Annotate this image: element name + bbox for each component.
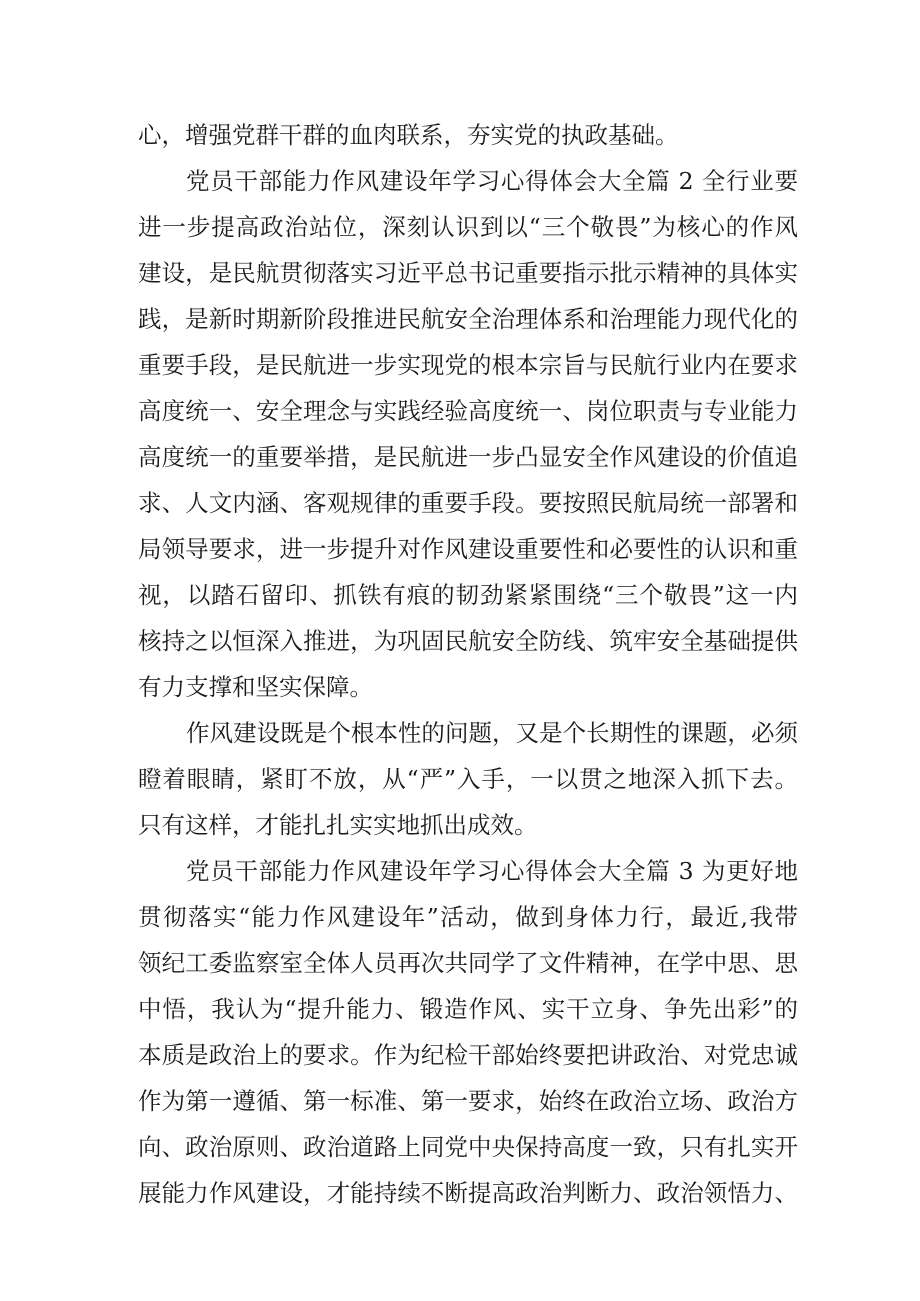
text-line: 中悟，我认为“提升能力、锻造作风、实干立身、争先出彩”的	[138, 995, 798, 1023]
text-line: 重要手段，是民航进一步实现党的根本宗旨与民航行业内在要求	[138, 351, 798, 379]
text-line: 只有这样，才能扎扎实实地抓出成效。	[138, 811, 538, 839]
text-line: 展能力作风建设，才能持续不断提高政治判断力、政治领悟力、	[138, 1179, 798, 1207]
text-line: 瞪着眼睛，紧盯不放，从“严”入手，一以贯之地深入抓下去。	[138, 765, 798, 793]
text-line: 局领导要求，进一步提升对作风建设重要性和必要性的认识和重	[138, 535, 798, 563]
text-line: 高度统一、安全理念与实践经验高度统一、岗位职责与专业能力	[138, 397, 798, 425]
text-line: 心，增强党群干群的血肉联系，夯实党的执政基础。	[138, 121, 679, 149]
text-line: 作为第一遵循、第一标准、第一要求，始终在政治立场、政治方	[138, 1087, 798, 1115]
text-line: 求、人文内涵、客观规律的重要手段。要按照民航局统一部署和	[138, 489, 798, 517]
text-line: 核持之以恒深入推进，为巩固民航安全防线、筑牢安全基础提供	[138, 627, 798, 655]
text-line: 践，是新时期新阶段推进民航安全治理体系和治理能力现代化的	[138, 305, 798, 333]
text-line: 贯彻落实“能力作风建设年”活动，做到身体力行，最近,我带	[138, 903, 798, 931]
body-text	[138, 112, 798, 1216]
text-line: 领纪工委监察室全体人员再次共同学了文件精神，在学中思、思	[138, 949, 798, 977]
text-line: 作风建设既是个根本性的问题，又是个长期性的课题，必须	[186, 719, 798, 747]
text-line: 高度统一的重要举措，是民航进一步凸显安全作风建设的价值追	[138, 443, 798, 471]
text-line: 向、政治原则、政治道路上同党中央保持高度一致，只有扎实开	[138, 1133, 798, 1161]
text-line: 有力支撑和坚实保障。	[138, 673, 373, 701]
text-line: 进一步提高政治站位，深刻认识到以“三个敬畏”为核心的作风	[138, 213, 798, 241]
text-line: 本质是政治上的要求。作为纪检干部始终要把讲政治、对党忠诚	[138, 1041, 798, 1069]
text-line: 建设，是民航贯彻落实习近平总书记重要指示批示精神的具体实	[138, 259, 798, 287]
text-line: 视，以踏石留印、抓铁有痕的韧劲紧紧围绕“三个敬畏”这一内	[138, 581, 798, 609]
text-line: 党员干部能力作风建设年学习心得体会大全篇 2 全行业要	[186, 167, 798, 195]
text-line: 党员干部能力作风建设年学习心得体会大全篇 3 为更好地	[186, 857, 798, 885]
